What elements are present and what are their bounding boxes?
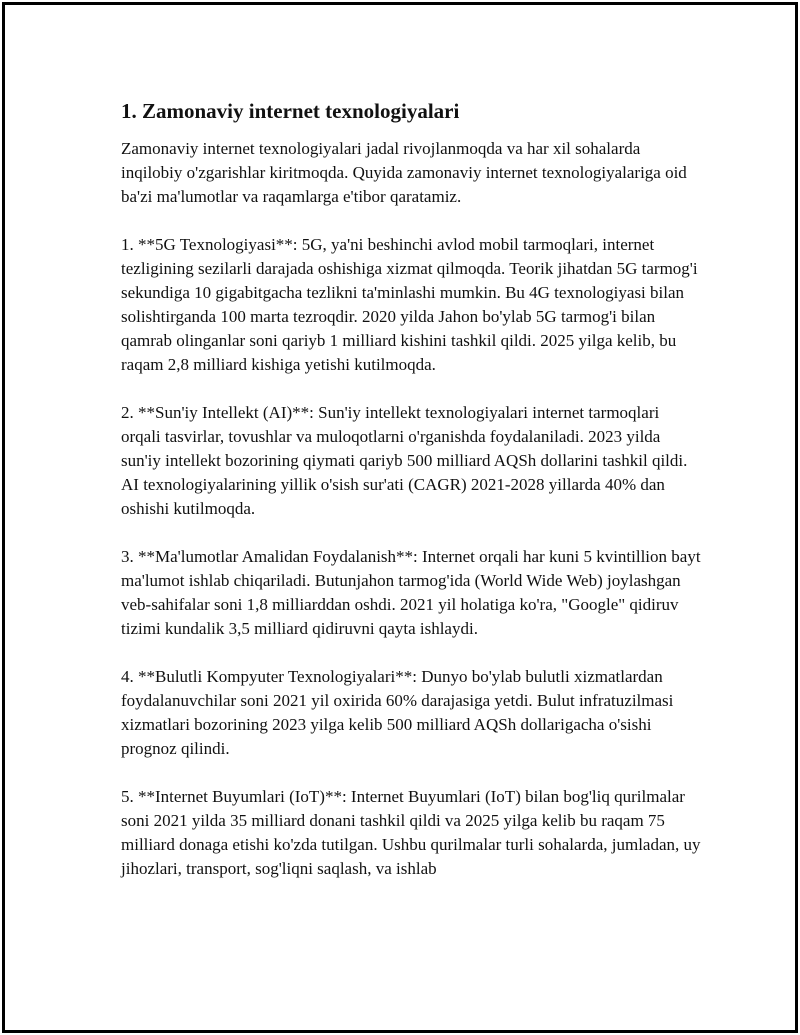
paragraph-ai: 2. **Sun'iy Intellekt (AI)**: Sun'iy intellekt texnologiyalari internet tarmoqlari orqali tasvirlar, tovushlar va muloqotlarni o'rganishda foydalaniladi. 2023 yilda sun'iy intellekt bozorining qiymati qariyb 500 milliard AQSh dollarini tashkil qildi. AI texnologiyalarining yillik o'sish sur'ati (CAGR) 2021-2028 yillarda 40% dan oshishi kutilmoqda. <box>121 403 688 518</box>
document-body <box>121 97 701 905</box>
document-title: 1. Zamonaviy internet texnologiyalari <box>121 99 460 123</box>
paragraph-data: 3. **Ma'lumotlar Amalidan Foydalanish**: Internet orqali har kuni 5 kvintillion bayt ma'lumot ishlab chiqariladi. Butunjahon tarmog'ida (World Wide Web) joylashgan veb-sahifalar soni 1,8 milliarddan oshdi. 2021 yil holatiga ko'ra, "Google" qidiruv tizimi kundalik 3,5 milliard qidiruvni qayta ishlaydi. <box>121 547 701 638</box>
page-frame <box>2 2 798 1033</box>
intro-paragraph: Zamonaviy internet texnologiyalari jadal rivojlanmoqda va har xil sohalarda inqilobiy o'zgarishlar kiritmoqda. Quyida zamonaviy internet texnologiyalariga oid ba'zi ma'lumotlar va raqamlarga e'tibor qaratamiz. <box>121 139 687 206</box>
paragraph-cloud: 4. **Bulutli Kompyuter Texnologiyalari**: Dunyo bo'ylab bulutli xizmatlardan foydalanuvchilar soni 2021 yil oxirida 60% darajasiga yetdi. Bulut infratuzilmasi xizmatlari bozorining 2023 yilga kelib 500 milliard AQSh dollarigacha o'sishi prognoz qilindi. <box>121 667 674 758</box>
paragraph-5g: 1. **5G Texnologiyasi**: 5G, ya'ni beshinchi avlod mobil tarmoqlari, internet tezligining sezilarli darajada oshishiga xizmat qilmoqda. Teorik jihatdan 5G tarmog'i sekundiga 10 gigabitgacha tezlikni ta'minlashi mumkin. Bu 4G texnologiyasi bilan solishtirganda 100 marta tezroqdir. 2020 yilda Jahon bo'ylab 5G tarmog'i bilan qamrab olinganlar soni qariyb 1 milliard kishini tashkil qildi. 2025 yilga kelib, bu raqam 2,8 milliard kishiga yetishi kutilmoqda. <box>121 235 698 374</box>
paragraph-iot: 5. **Internet Buyumlari (IoT)**: Internet Buyumlari (IoT) bilan bog'liq qurilmalar soni 2021 yilda 35 milliard donani tashkil qildi va 2025 yilga kelib bu raqam 75 milliard donaga etishi ko'zda tutilgan. Ushbu qurilmalar turli sohalarda, jumladan, uy jihozlari, transport, sog'liqni saqlash, va ishlab <box>121 787 701 878</box>
